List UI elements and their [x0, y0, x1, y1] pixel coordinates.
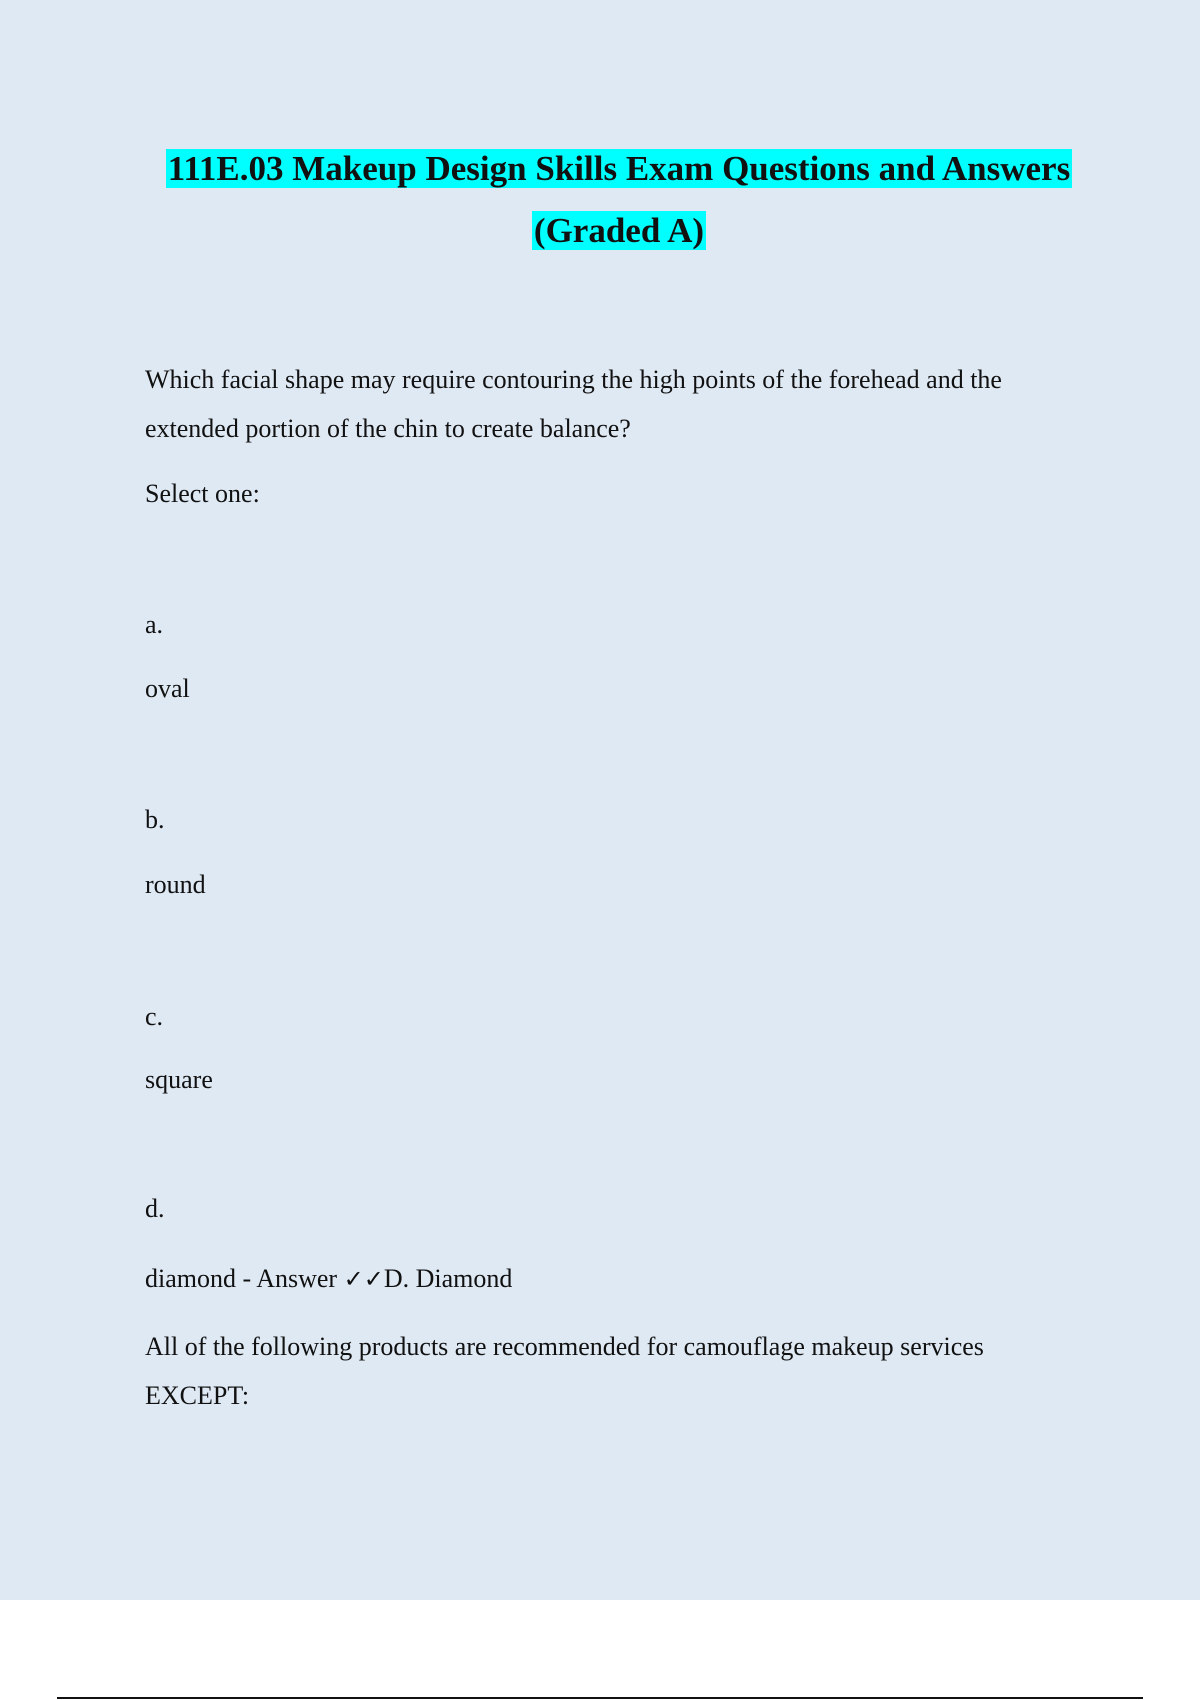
document-title — [140, 138, 1098, 262]
option-c-letter: c. — [145, 1002, 164, 1031]
question-1-text: Which facial shape may require contouring the high points of the forehead and the extended portion of the chin to create balance? — [145, 365, 1002, 443]
option-c-text: square — [145, 1065, 213, 1094]
double-check-icon: ✓✓ — [343, 1265, 384, 1293]
option-a-letter: a. — [145, 610, 164, 639]
correct-answer: D. Diamond — [383, 1264, 513, 1293]
option-a-text: oval — [145, 674, 190, 703]
question-1-instruction: Select one: — [145, 479, 260, 508]
option-d-text: diamond - Answer — [145, 1264, 344, 1293]
option-b-letter: b. — [145, 805, 165, 834]
title-line-2: (Graded A) — [533, 211, 705, 250]
option-b-text: round — [145, 870, 206, 899]
question-2-text: All of the following products are recommended for camouflage makeup services EXCEPT: — [145, 1332, 984, 1410]
option-d-answer-line — [145, 1264, 512, 1294]
title-line-1: 111E.03 Makeup Design Skills Exam Questions and Answers — [167, 149, 1071, 188]
option-d-letter: d. — [145, 1194, 165, 1223]
footer-divider — [57, 1697, 1143, 1699]
